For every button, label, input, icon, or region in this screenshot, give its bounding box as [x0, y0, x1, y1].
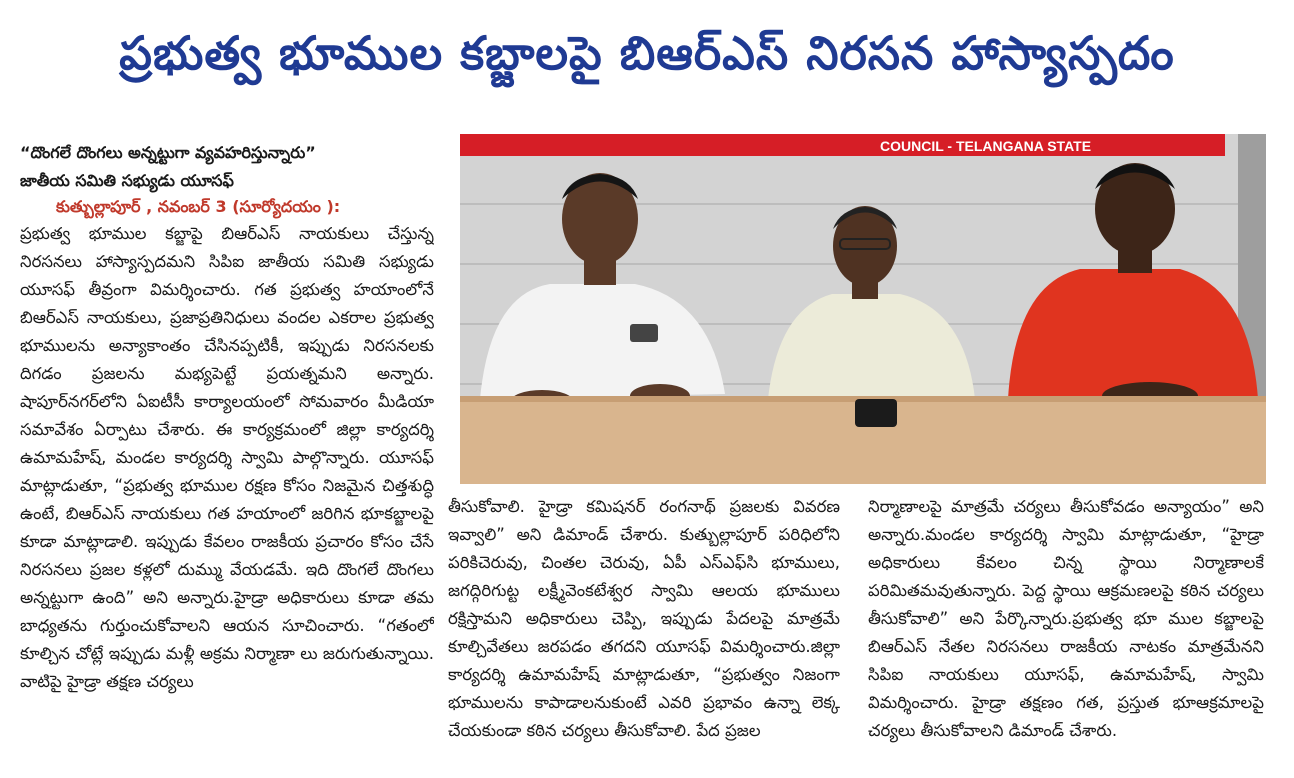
press-meet-photo	[460, 134, 1266, 484]
headline: ప్రభుత్వ భూముల కబ్జాలపై బిఆర్‌ఎస్ నిరసన హాస్యాస్పదం	[119, 26, 1175, 80]
article-body-3: నిర్మాణాలపై మాత్రమే చర్యలు తీసుకోవడం అన్యాయం” అని అన్నారు.మండల కార్యదర్శి స్వామి మాట్లాడుతూ, “హైడ్రా అధికారులు కేవలం చిన్న స్థాయి నిర్మాణాలకే పరిమితమవుతున్నారు. పెద్ద స్థాయి ఆక్రమణలపై కఠిన చర్యలు తీసుకోవాలి” అని పేర్కొన్నారు.ప్రభుత్వ భూ ముల కబ్జాలపై బిఆర్ఎస్ నేతల నిరసనలు రాజకీయ నాటకం మాత్రమేనని సిపిఐ నాయకులు యూసఫ్, ఉమామహేష్, స్వామి విమర్శించారు. హైడ్రా తక్షణం గత, ప్రస్తుత భూఆక్రమాలపై చర్యలు తీసుకోవాలని డిమాండ్ చేశారు.	[868, 497, 1264, 740]
article-column-3	[868, 493, 1264, 768]
phone-on-table	[855, 399, 897, 427]
subkicker: జాతీయ సమితి సభ్యుడు యూసఫ్	[20, 171, 234, 190]
article-body-1: ప్రభుత్వ భూముల కబ్జాపై బిఆర్ఎస్ నాయకులు చేస్తున్న నిరసనలు హాస్యాస్పదమని సిపిఐ జాతీయ సమితి సభ్యుడు యూసఫ్ తీవ్రంగా విమర్శించారు. గత ప్రభుత్వ హయాంలోనే బిఆర్ఎస్ నాయకులు, ప్రజాప్రతినిధులు వందల ఎకరాల ప్రభుత్వ భూములను అన్యాకాంతం చేసినప్పటికీ, ఇప్పుడు నిరసనలకు దిగడం ప్రజలను మభ్యపెట్టే ప్రయత్నమని అన్నారు. షాపూర్‌నగర్‌లోని ఏఐటీసీ కార్యాలయంలో సోమవారం మీడియా సమావేశం ఏర్పాటు చేశారు. ఈ కార్యక్రమంలో జిల్లా కార్యదర్శి ఉమామహేష్, మండల కార్యదర్శి స్వామి పాల్గొన్నారు. యూసఫ్ మాట్లాడుతూ, “ప్రభుత్వ భూముల రక్షణ కోసం నిజమైన చిత్తశుద్ధి ఉంటే, బిఆర్ఎస్ నాయకులు గత హయాంలో జరిగిన భూకబ్జాలపై కూడా మాట్లాడాలి. ఇప్పుడు కేవలం రాజకీయ ప్రచారం కోసం చేసే నిరసనలు ప్రజల కళ్లలో దుమ్ము వేయడమే. ఇది దొంగలే దొంగలు అన్నట్టుగా ఉంది” అని అన్నారు.హైడ్రా అధికారులు కూడా తమ బాధ్యతను గుర్తుంచుకోవాలని ఆయన సూచించారు. “గతంలో కూల్చిన చోట్లే ఇప్పుడు మళ్లీ అక్రమ నిర్మాణా లు జరుగుతున్నాయి. వాటిపై హైడ్రా తక్షణ చర్యలు	[20, 224, 434, 691]
article-column-2	[448, 493, 840, 768]
banner-text: COUNCIL - TELANGANA STATE	[880, 138, 1092, 154]
article-column-1	[20, 140, 434, 768]
kicker: “దొంగలే దొంగలు అన్నట్టుగా వ్యవహరిస్తున్నారు”	[20, 143, 316, 162]
dateline: కుత్బుల్లాపూర్ , నవంబర్ 3 (సూర్యోదయం ):	[56, 197, 341, 216]
banner	[460, 134, 1225, 156]
article-body-2: తీసుకోవాలి. హైడ్రా కమిషనర్ రంగనాథ్ ప్రజలకు వివరణ ఇవ్వాలి” అని డిమాండ్ చేశారు. కుత్బుల్లాపూర్ పరిధిలోని పరికిచెరువు, చింతల చెరువు, ఏపీ ఎస్ఎఫ్‌సి భూములు, జగద్గిరిగుట్ట లక్ష్మీవెంకటేశ్వర స్వామి ఆలయ భూములు రక్షిస్తామని అధికారులు చెప్పి, ఇప్పుడు పేదలపై మాత్రమే కూల్చివేతలు జరపడం తగదని యూసఫ్ విమర్శించారు.జిల్లా కార్యదర్శి ఉమామహేష్ మాట్లాడుతూ, “ప్రభుత్వం నిజంగా భూములను కాపాడాలనుకుంటే ఎవరి ప్రభావం ఉన్నా లెక్క చేయకుండా కఠిన చర్యలు తీసుకోవాలి. పేద ప్రజల	[448, 497, 840, 740]
